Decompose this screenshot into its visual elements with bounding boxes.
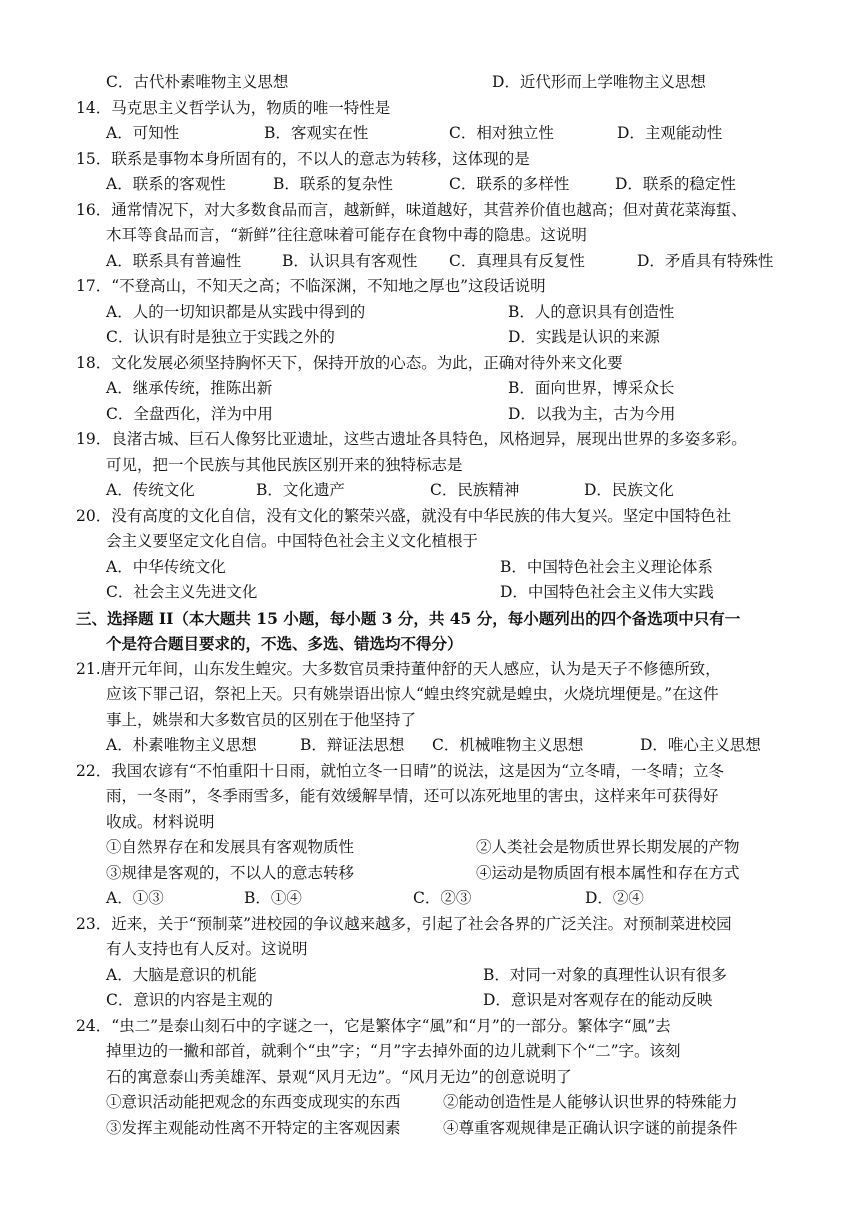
text-line: [0, 682, 860, 707]
text-segment: D．以我为主，古为今用: [508, 404, 676, 423]
text-segment: A．朴素唯物主义思想: [106, 736, 257, 754]
text-line: [0, 478, 860, 503]
text-line: [0, 147, 860, 172]
text-segment: D．实践是认识的来源: [508, 328, 660, 346]
text-segment: D．近代形而上学唯物主义思想: [492, 73, 706, 91]
text-line: [0, 376, 860, 401]
text-line: [0, 733, 860, 758]
text-segment: 雨，一冬雨”，冬季雨雪多，能有效缓解旱情，还可以冻死地里的害虫，这样来年可获得好: [106, 787, 719, 805]
text-segment: 24．“虫二”是泰山刻石中的字谜之一，它是繁体字“風”和“月”的一部分。繁体字“風”去: [76, 1016, 671, 1035]
text-segment: B．面向世界，博采众长: [508, 379, 675, 397]
text-segment: 15．联系是事物本身所固有的，不以人的意志为转移，这体现的是: [76, 149, 530, 168]
text-segment: C．②③: [413, 889, 472, 907]
text-line: [0, 1014, 860, 1039]
text-line: [0, 223, 860, 248]
text-line: [0, 759, 860, 784]
text-line: [0, 198, 860, 223]
text-segment: ①自然界存在和发展具有客观物质性: [106, 838, 355, 856]
text-segment: A．传统文化: [106, 481, 195, 499]
text-segment: ②人类社会是物质世界长期发展的产物: [476, 838, 740, 856]
text-line: [0, 453, 860, 478]
text-line: [0, 708, 860, 733]
text-line: [0, 1090, 860, 1115]
text-segment: C．认识有时是独立于实践之外的: [106, 328, 335, 346]
text-segment: B．对同一对象的真理性认识有很多: [483, 965, 727, 984]
text-segment: B．文化遗产: [256, 481, 345, 499]
text-segment: A．联系具有普遍性: [106, 251, 242, 270]
text-segment: 22．我国农谚有“不怕重阳十日雨，就怕立冬一日晴”的说法，这是因为“立冬晴，一冬晴；立冬: [76, 761, 724, 780]
text-segment: 事上，姚崇和大多数官员的区别在于他坚持了: [106, 710, 417, 729]
text-segment: C．真理具有反复性: [449, 251, 585, 270]
text-segment: 可见，把一个民族与其他民族区别开来的独特标志是: [106, 455, 463, 474]
text-segment: D．②④: [585, 889, 644, 907]
text-line: [0, 988, 860, 1013]
text-segment: B．人的意识具有创造性: [508, 302, 675, 321]
text-segment: A．继承传统，推陈出新: [106, 379, 273, 397]
text-segment: A．中华传统文化: [106, 557, 226, 576]
text-line: [0, 1039, 860, 1064]
text-segment: ④运动是物质固有根本属性和存在方式: [476, 863, 740, 882]
text-segment: C．古代朴素唯物主义思想: [106, 73, 289, 91]
text-line: [0, 835, 860, 860]
text-line: [0, 274, 860, 299]
text-line: [0, 96, 860, 121]
text-line: [0, 606, 860, 631]
text-segment: ①意识活动能把观念的东西变成现实的东西: [106, 1093, 401, 1111]
text-segment: 掉里边的一撇和部首，就剩个“虫”字；“月”字去掉外面的边儿就剩下个“二”字。该刻: [106, 1042, 681, 1060]
text-segment: 收成。材料说明: [106, 812, 215, 831]
text-segment: 14．马克思主义哲学认为，物质的唯一特性是: [76, 98, 391, 117]
text-segment: D．矛盾具有特殊性: [637, 251, 774, 270]
text-segment: 个是符合题目要求的，不选、多选、错选均不得分）: [106, 634, 463, 653]
text-segment: A．大脑是意识的机能: [106, 965, 257, 984]
text-segment: A．人的一切知识都是从实践中得到的: [106, 302, 366, 321]
text-line: [0, 325, 860, 350]
text-segment: 会主义要坚定文化自信。中国特色社会主义文化植根于: [106, 532, 479, 550]
text-segment: C．联系的多样性: [449, 175, 570, 193]
text-line: [0, 1116, 860, 1141]
text-line: [0, 529, 860, 554]
text-segment: A．①③: [106, 889, 164, 907]
text-line: [0, 861, 860, 886]
text-line: [0, 351, 860, 376]
text-segment: A．可知性: [106, 124, 180, 142]
text-segment: A．联系的客观性: [106, 175, 226, 193]
text-segment: 木耳等食品而言，“新鲜”往往意味着可能存在食物中毒的隐患。这说明: [106, 226, 587, 244]
text-line: [0, 810, 860, 835]
text-segment: C．相对独立性: [449, 124, 554, 142]
text-line: [0, 70, 860, 95]
text-segment: C．机械唯物主义思想: [432, 736, 584, 754]
text-segment: C．社会主义先进文化: [106, 583, 258, 601]
text-line: [0, 963, 860, 988]
text-segment: 16．通常情况下，对大多数食品而言，越新鲜，味道越好，其营养价值也越高；但对黄花菜海蜇、: [76, 200, 747, 219]
text-segment: D．联系的稳定性: [615, 175, 736, 193]
text-segment: 21.唐开元年间，山东发生蝗灾。大多数官员秉持董仲舒的天人感应，认为是天子不修德所致，: [76, 659, 721, 678]
text-segment: 石的寓意泰山秀美雄浑、景观“风月无边”。“风月无边”的创意说明了: [106, 1067, 572, 1086]
text-line: [0, 912, 860, 937]
text-segment: 有人支持也有人反对。这说明: [106, 940, 308, 958]
text-line: [0, 886, 860, 911]
text-segment: D．主观能动性: [617, 124, 723, 142]
text-segment: B．联系的复杂性: [273, 175, 393, 193]
text-segment: 23．近来，关于“预制菜”进校园的争议越来越多，引起了社会各界的广泛关注。对预制菜进校园: [76, 914, 732, 933]
text-line: [0, 249, 860, 274]
text-line: [0, 937, 860, 962]
text-line: [0, 121, 860, 146]
text-line: [0, 657, 860, 682]
text-line: [0, 427, 860, 452]
text-line: [0, 784, 860, 809]
text-segment: B．①④: [244, 889, 302, 907]
text-segment: 17．“不登高山，不知天之高；不临深渊，不知地之厚也”这段话说明: [76, 277, 546, 295]
text-line: [0, 504, 860, 529]
text-segment: ②能动创造性是人能够认识世界的特殊能力: [443, 1093, 738, 1111]
text-segment: B．认识具有客观性: [282, 251, 418, 270]
text-segment: B．辩证法思想: [300, 736, 405, 754]
text-segment: D．唯心主义思想: [640, 736, 761, 754]
text-segment: 应该下罪己诏，祭祀上天。只有姚崇语出惊人“蝗虫终究就是蝗虫，火烧坑埋便是。”在这件: [106, 685, 719, 703]
text-segment: 18．文化发展必须坚持胸怀天下，保持开放的心态。为此，正确对待外来文化要: [76, 353, 623, 372]
text-segment: B．中国特色社会主义理论体系: [500, 557, 713, 576]
text-segment: D．意识是对客观存在的能动反映: [483, 991, 713, 1009]
text-segment: C．意识的内容是主观的: [106, 991, 273, 1009]
text-line: [0, 172, 860, 197]
text-line: [0, 1065, 860, 1090]
text-segment: B．客观实在性: [264, 124, 369, 142]
text-line: [0, 555, 860, 580]
text-line: [0, 580, 860, 605]
text-segment: D．民族文化: [584, 481, 674, 499]
text-segment: 20．没有高度的文化自信，没有文化的繁荣兴盛，就没有中华民族的伟大复兴。坚定中国特色社: [76, 506, 732, 525]
text-segment: D．中国特色社会主义伟大实践: [500, 583, 714, 601]
text-line: [0, 402, 860, 427]
text-segment: C．全盘西化，洋为中用: [106, 404, 273, 423]
text-line: [0, 631, 860, 656]
text-segment: ④尊重客观规律是正确认识字谜的前提条件: [443, 1118, 738, 1137]
text-segment: ③规律是客观的，不以人的意志转移: [106, 863, 355, 882]
text-segment: 三、选择题 II（本大题共 15 小题，每小题 3 分，共 45 分，每小题列出的四个备选项中只有一: [76, 608, 741, 628]
text-segment: C．民族精神: [430, 481, 520, 499]
text-segment: ③发挥主观能动性离不开特定的主客观因素: [106, 1118, 401, 1137]
text-segment: 19．良渚古城、巨石人像努比亚遗址，这些古遗址各具特色，风格迥异，展现出世界的多姿多彩。: [76, 430, 747, 448]
text-line: [0, 300, 860, 325]
